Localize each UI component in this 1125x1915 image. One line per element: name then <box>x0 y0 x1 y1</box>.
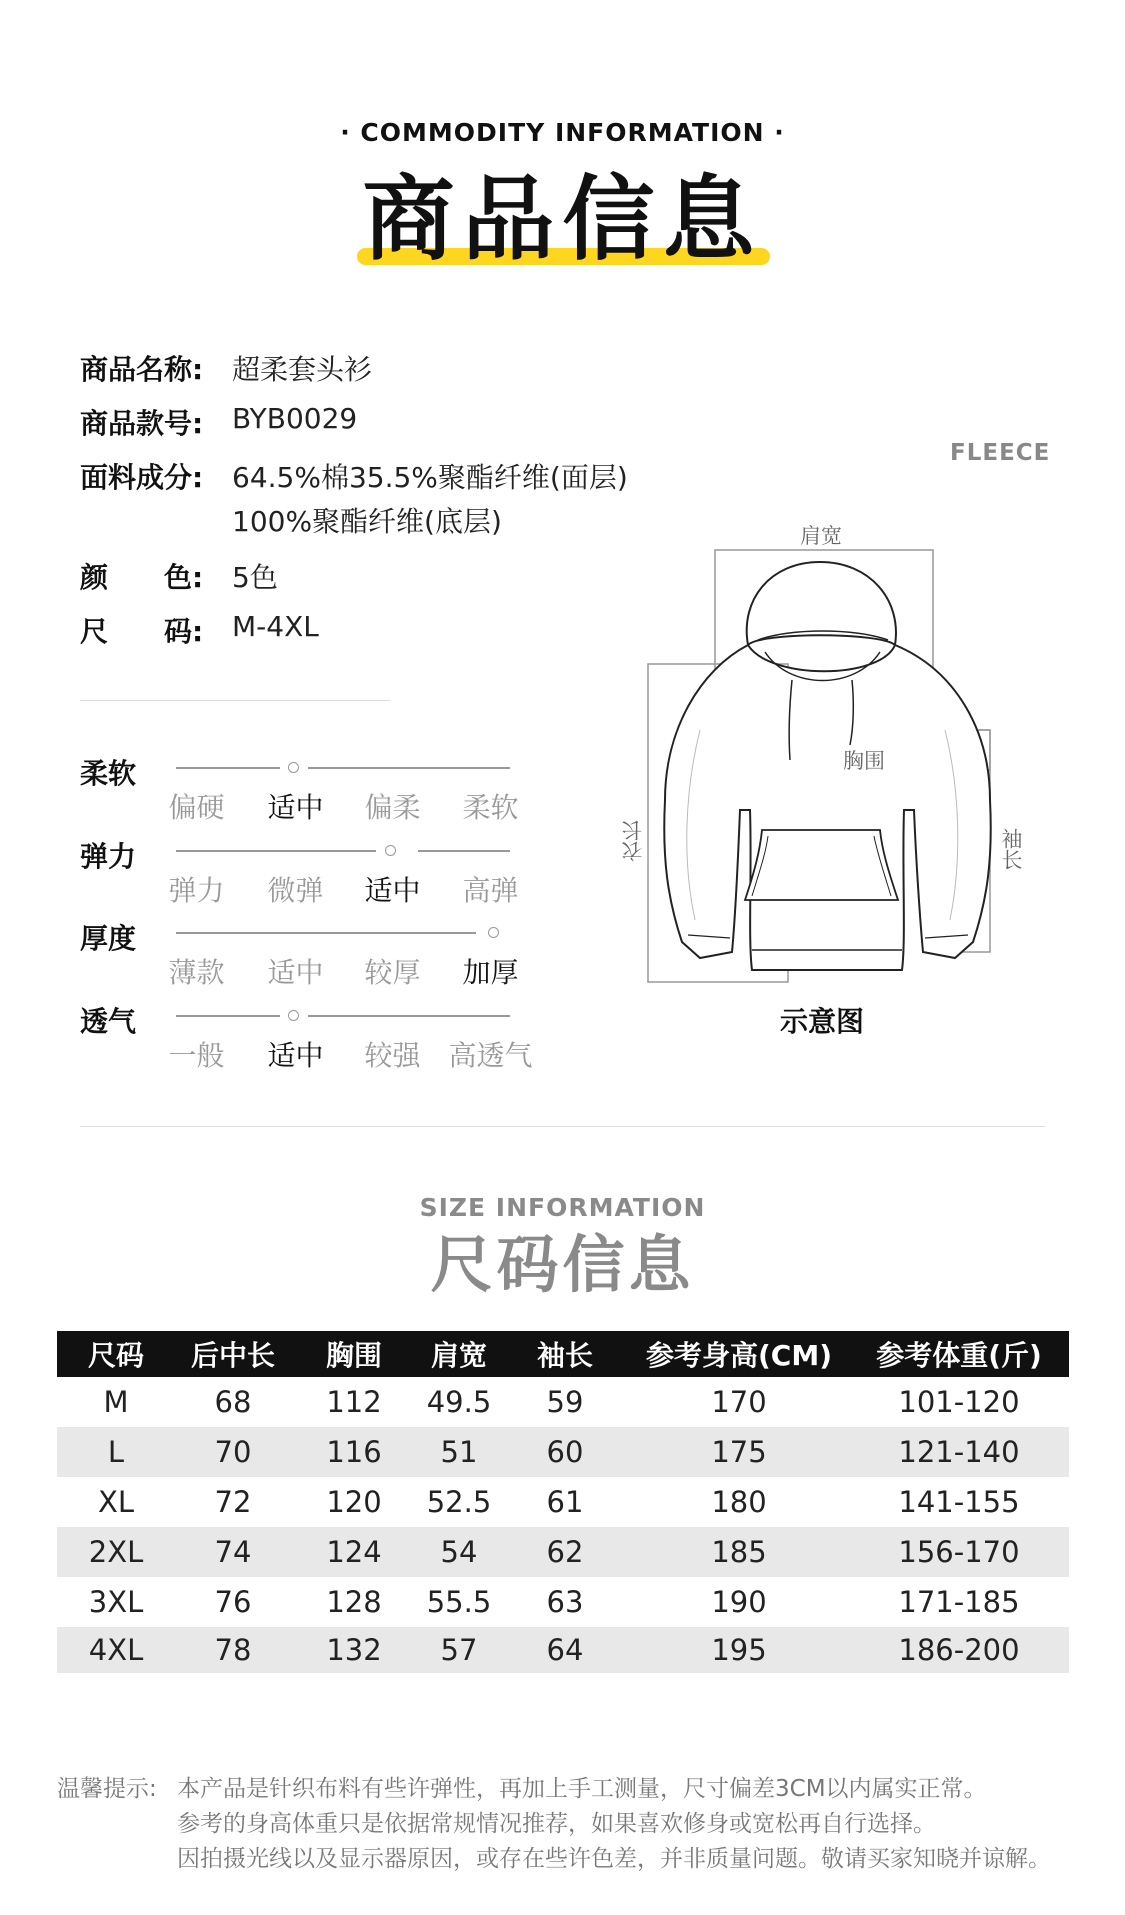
page-title: 商品信息 <box>362 166 763 273</box>
elasticity-option: 弹力 <box>168 874 225 907</box>
table-cell: 49.5 <box>426 1385 492 1419</box>
softness-option: 偏硬 <box>168 791 225 824</box>
info-label-size: 尺 码: <box>80 615 204 648</box>
info-divider <box>80 700 390 701</box>
table-cell: 101-120 <box>898 1385 1020 1419</box>
attr-name-elasticity: 弹力 <box>80 840 137 873</box>
table-cell: 116 <box>326 1435 382 1469</box>
table-cell: 63 <box>546 1585 584 1619</box>
table-row <box>57 1477 1069 1527</box>
elasticity-option: 微弹 <box>267 874 324 907</box>
table-cell: 55.5 <box>426 1585 492 1619</box>
softness-option: 柔软 <box>462 791 519 824</box>
table-cell: XL <box>97 1485 135 1519</box>
info-label-color: 颜 色: <box>80 561 204 594</box>
size-table-header <box>57 1331 1069 1377</box>
scale-line-left <box>176 850 376 852</box>
table-cell: 76 <box>214 1585 252 1619</box>
commodity-info-subtitle: · COMMODITY INFORMATION · <box>340 118 785 147</box>
breathability-option-selected: 适中 <box>267 1039 324 1072</box>
info-value-fabric-2: 100%聚酯纤维(底层) <box>232 505 502 538</box>
attr-name-softness: 柔软 <box>80 757 137 790</box>
scale-line-left <box>176 932 476 934</box>
fabric-tag: FLEECE <box>950 440 1051 466</box>
table-cell: 132 <box>326 1633 382 1667</box>
table-cell: 61 <box>546 1485 584 1519</box>
table-cell: 170 <box>711 1385 767 1419</box>
diagram-caption: 示意图 <box>780 1005 865 1038</box>
scale-line-right <box>418 850 510 852</box>
table-cell: M <box>103 1385 129 1419</box>
header-cell: 肩宽 <box>430 1339 487 1372</box>
table-cell: 124 <box>326 1535 382 1569</box>
table-row <box>57 1527 1069 1577</box>
elasticity-option: 高弹 <box>462 874 519 907</box>
table-cell: 121-140 <box>898 1435 1020 1469</box>
notes-line: 本产品是针织布料有些许弹性，再加上手工测量，尺寸偏差3CM以内属实正常。 <box>177 1776 987 1802</box>
scale-line-right <box>308 767 510 769</box>
notes-label: 温馨提示: <box>57 1776 157 1802</box>
info-value-size: M-4XL <box>232 610 319 643</box>
scale-line-right <box>308 1015 510 1017</box>
table-cell: 186-200 <box>898 1633 1020 1667</box>
table-cell: 141-155 <box>898 1485 1020 1519</box>
table-row <box>57 1427 1069 1477</box>
size-info-subtitle: SIZE INFORMATION <box>419 1193 706 1222</box>
table-cell: 195 <box>711 1633 767 1667</box>
table-cell: 78 <box>214 1633 252 1667</box>
shoulder-label: 肩宽 <box>800 524 842 548</box>
table-cell: 59 <box>546 1385 584 1419</box>
elasticity-option-selected: 适中 <box>364 874 421 907</box>
table-cell: 52.5 <box>426 1485 492 1519</box>
thickness-option: 适中 <box>267 956 324 989</box>
section-divider <box>80 1126 1045 1127</box>
table-cell: 64 <box>546 1633 584 1667</box>
table-cell: 185 <box>711 1535 767 1569</box>
thickness-option-selected: 加厚 <box>462 956 519 989</box>
breathability-option: 较强 <box>364 1039 421 1072</box>
info-value-name: 超柔套头衫 <box>232 353 373 386</box>
info-value-color: 5色 <box>232 561 278 594</box>
length-label: 衣长 <box>621 820 645 862</box>
size-table <box>57 1331 1069 1673</box>
table-cell: 54 <box>440 1535 478 1569</box>
hood-shape <box>747 562 896 645</box>
table-cell: 68 <box>214 1385 252 1419</box>
scale-marker <box>288 762 299 773</box>
scale-line-left <box>176 767 280 769</box>
table-cell: 51 <box>440 1435 478 1469</box>
table-cell: 72 <box>214 1485 252 1519</box>
header-cell: 后中长 <box>190 1339 275 1372</box>
table-cell: 120 <box>326 1485 382 1519</box>
table-row <box>57 1627 1069 1673</box>
table-cell: 156-170 <box>898 1535 1020 1569</box>
scale-line-left <box>176 1015 280 1017</box>
table-cell: 112 <box>326 1385 382 1419</box>
info-value-fabric: 64.5%棉35.5%聚酯纤维(面层) <box>232 461 628 494</box>
info-value-style: BYB0029 <box>232 402 358 435</box>
table-cell: 180 <box>711 1485 767 1519</box>
thickness-option: 较厚 <box>364 956 421 989</box>
breathability-option: 高透气 <box>448 1039 533 1072</box>
info-label-name: 商品名称: <box>80 353 204 386</box>
table-cell: 128 <box>326 1585 382 1619</box>
sleeve-label: 袖长 <box>999 828 1023 870</box>
scale-marker <box>288 1010 299 1021</box>
chest-label: 胸围 <box>843 749 885 773</box>
table-row <box>57 1377 1069 1427</box>
table-cell: 4XL <box>88 1633 144 1667</box>
table-cell: L <box>107 1435 125 1469</box>
table-cell: 70 <box>214 1435 252 1469</box>
table-row <box>57 1577 1069 1627</box>
table-cell: 57 <box>440 1633 478 1667</box>
header-cell: 胸围 <box>325 1339 382 1372</box>
breathability-option: 一般 <box>168 1039 225 1072</box>
hoodie-body <box>664 645 991 970</box>
table-cell: 74 <box>214 1535 252 1569</box>
hoodie-diagram <box>640 540 1000 1000</box>
table-cell: 3XL <box>88 1585 144 1619</box>
notes-line: 因拍摄光线以及显示器原因，或存在些许色差，并非质量问题。敬请买家知晓并谅解。 <box>177 1846 1051 1872</box>
scale-marker <box>385 845 396 856</box>
header-cell: 袖长 <box>536 1339 593 1372</box>
scale-marker <box>488 927 499 938</box>
header-cell: 尺码 <box>87 1339 144 1372</box>
table-cell: 62 <box>546 1535 584 1569</box>
notes-line: 参考的身高体重只是依据常规情况推荐，如果喜欢修身或宽松再自行选择。 <box>177 1811 936 1837</box>
table-cell: 60 <box>546 1435 584 1469</box>
size-info-title: 尺码信息 <box>430 1228 695 1301</box>
attr-name-thickness: 厚度 <box>80 922 137 955</box>
table-cell: 2XL <box>88 1535 144 1569</box>
table-cell: 175 <box>711 1435 767 1469</box>
header-cell: 参考体重(斤) <box>876 1339 1042 1372</box>
attr-name-breathability: 透气 <box>80 1005 137 1038</box>
softness-option-selected: 适中 <box>267 791 324 824</box>
softness-option: 偏柔 <box>364 791 421 824</box>
info-label-fabric: 面料成分: <box>80 461 204 494</box>
thickness-option: 薄款 <box>168 956 225 989</box>
header-cell: 参考身高(CM) <box>645 1339 832 1372</box>
info-label-style: 商品款号: <box>80 407 204 440</box>
table-cell: 190 <box>711 1585 767 1619</box>
table-cell: 171-185 <box>898 1585 1020 1619</box>
